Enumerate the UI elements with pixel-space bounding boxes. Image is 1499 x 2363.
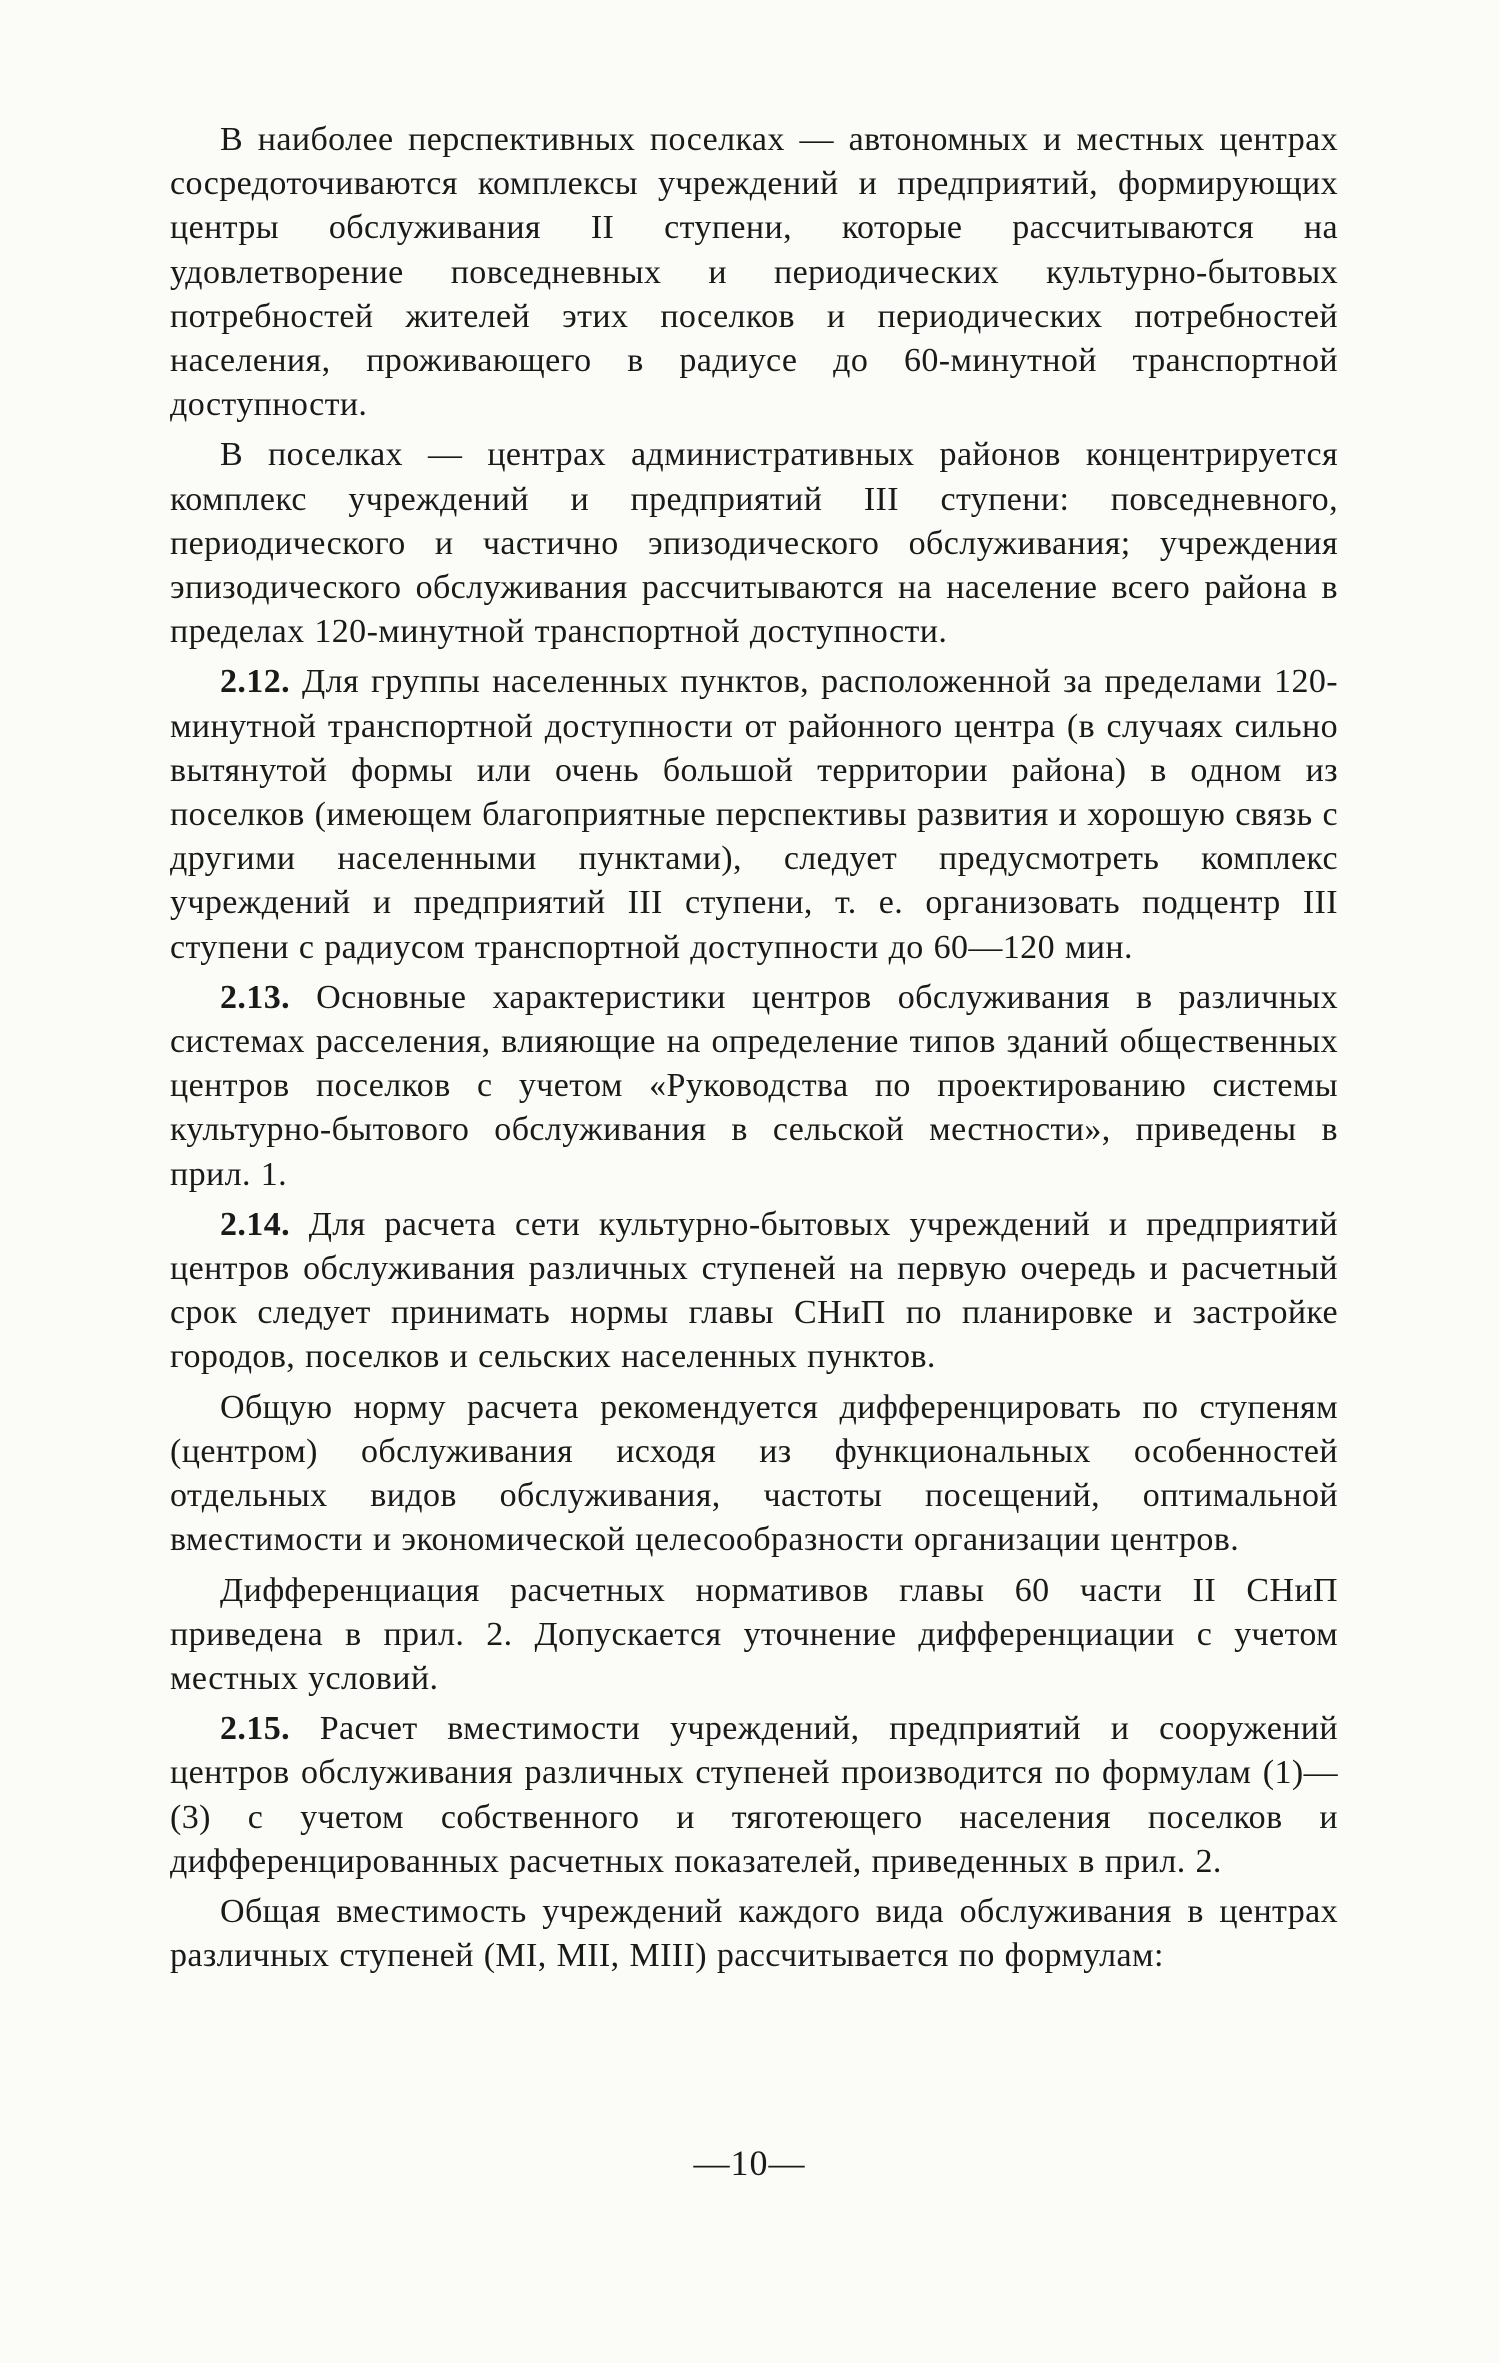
- section-2-12-number: 2.12.: [220, 663, 290, 701]
- section-2-14-number: 2.14.: [220, 1205, 290, 1243]
- section-2-14: [170, 1203, 1338, 1380]
- section-2-14-text: Для расчета сети культурно-бытовых учреждений и предприятий центров обслуживания различных ступеней на первую очередь и расчетный срок следует принимать нормы главы СНиП по планировке и застройке городов, поселков и сельских населенных пунктов.: [170, 1205, 1338, 1376]
- page-number: —10—: [693, 2143, 806, 2183]
- section-2-13-text: Основные характеристики центров обслуживания в различных системах расселения, влияющие на определение типов зданий общественных центров поселков с учетом «Руководства по проектированию системы культурно-бытового обслуживания в сельской местности», приведены в прил. 1.: [170, 978, 1338, 1193]
- section-2-15-number: 2.15.: [220, 1710, 290, 1748]
- paragraph-norm: [170, 1386, 1338, 1563]
- paragraph-differentiation-text: Дифференциация расчетных нормативов главы 60 части II СНиП приведена в прил. 2. Допускается уточнение дифференциации с учетом местных условий.: [170, 1571, 1338, 1697]
- paragraph-1-text: В наиболее перспективных поселках — автономных и местных центрах сосредоточиваются комплексы учреждений и предприятий, формирующих центры обслуживания II ступени, которые рассчитываются на удовлетворение повседневных и периодических культурно-бытовых потребностей жителей этих поселков и периодических потребностей населения, проживающего в радиусе до 60-минутной транспортной доступности.: [170, 121, 1338, 424]
- paragraph-1: [170, 118, 1338, 427]
- paragraph-2: [170, 433, 1338, 654]
- section-2-12-text: Для группы населенных пунктов, расположенной за пределами 120-минутной транспортной доступности от районного центра (в случаях сильно вытянутой формы или очень большой территории района) в одном из поселков (имеющем благоприятные перспективы развития и хорошую связь с другими населенными пунктами), следует предусмотреть комплекс учреждений и предприятий III ступени, т. е. организовать подцентр III ступени с радиусом транспортной доступности до 60—120 мин.: [170, 663, 1338, 966]
- paragraph-differentiation: [170, 1569, 1338, 1702]
- paragraph-2-text: В поселках — центрах административных районов концентрируется комплекс учреждений и предприятий III ступени: повседневного, периодического и частично эпизодического обслуживания; учреждения эпизодического обслуживания рассчитываются на население всего района в пределах 120-минутной транспортной доступности.: [170, 436, 1338, 651]
- paragraph-capacity-text: Общая вместимость учреждений каждого вида обслуживания в центрах различных ступеней (MI, MII, MIII) рассчитывается по формулам:: [170, 1892, 1338, 1975]
- section-2-15-text: Расчет вместимости учреждений, предприятий и сооружений центров обслуживания различных ступеней производится по формулам (1)—(3) с учетом собственного и тяготеющего населения поселков и дифференцированных расчетных показателей, приведенных в прил. 2.: [170, 1710, 1338, 1880]
- section-2-13-number: 2.13.: [220, 978, 290, 1016]
- section-2-12: [170, 660, 1338, 969]
- paragraph-norm-text: Общую норму расчета рекомендуется дифференцировать по ступеням (центром) обслуживания исходя из функциональных особенностей отдельных видов обслуживания, частоты посещений, оптимальной вместимости и экономической целесообразности организации центров.: [170, 1388, 1338, 1559]
- section-2-15: [170, 1707, 1338, 1884]
- document-body: [170, 118, 1338, 1984]
- paragraph-capacity: [170, 1890, 1338, 1978]
- section-2-13: [170, 976, 1338, 1197]
